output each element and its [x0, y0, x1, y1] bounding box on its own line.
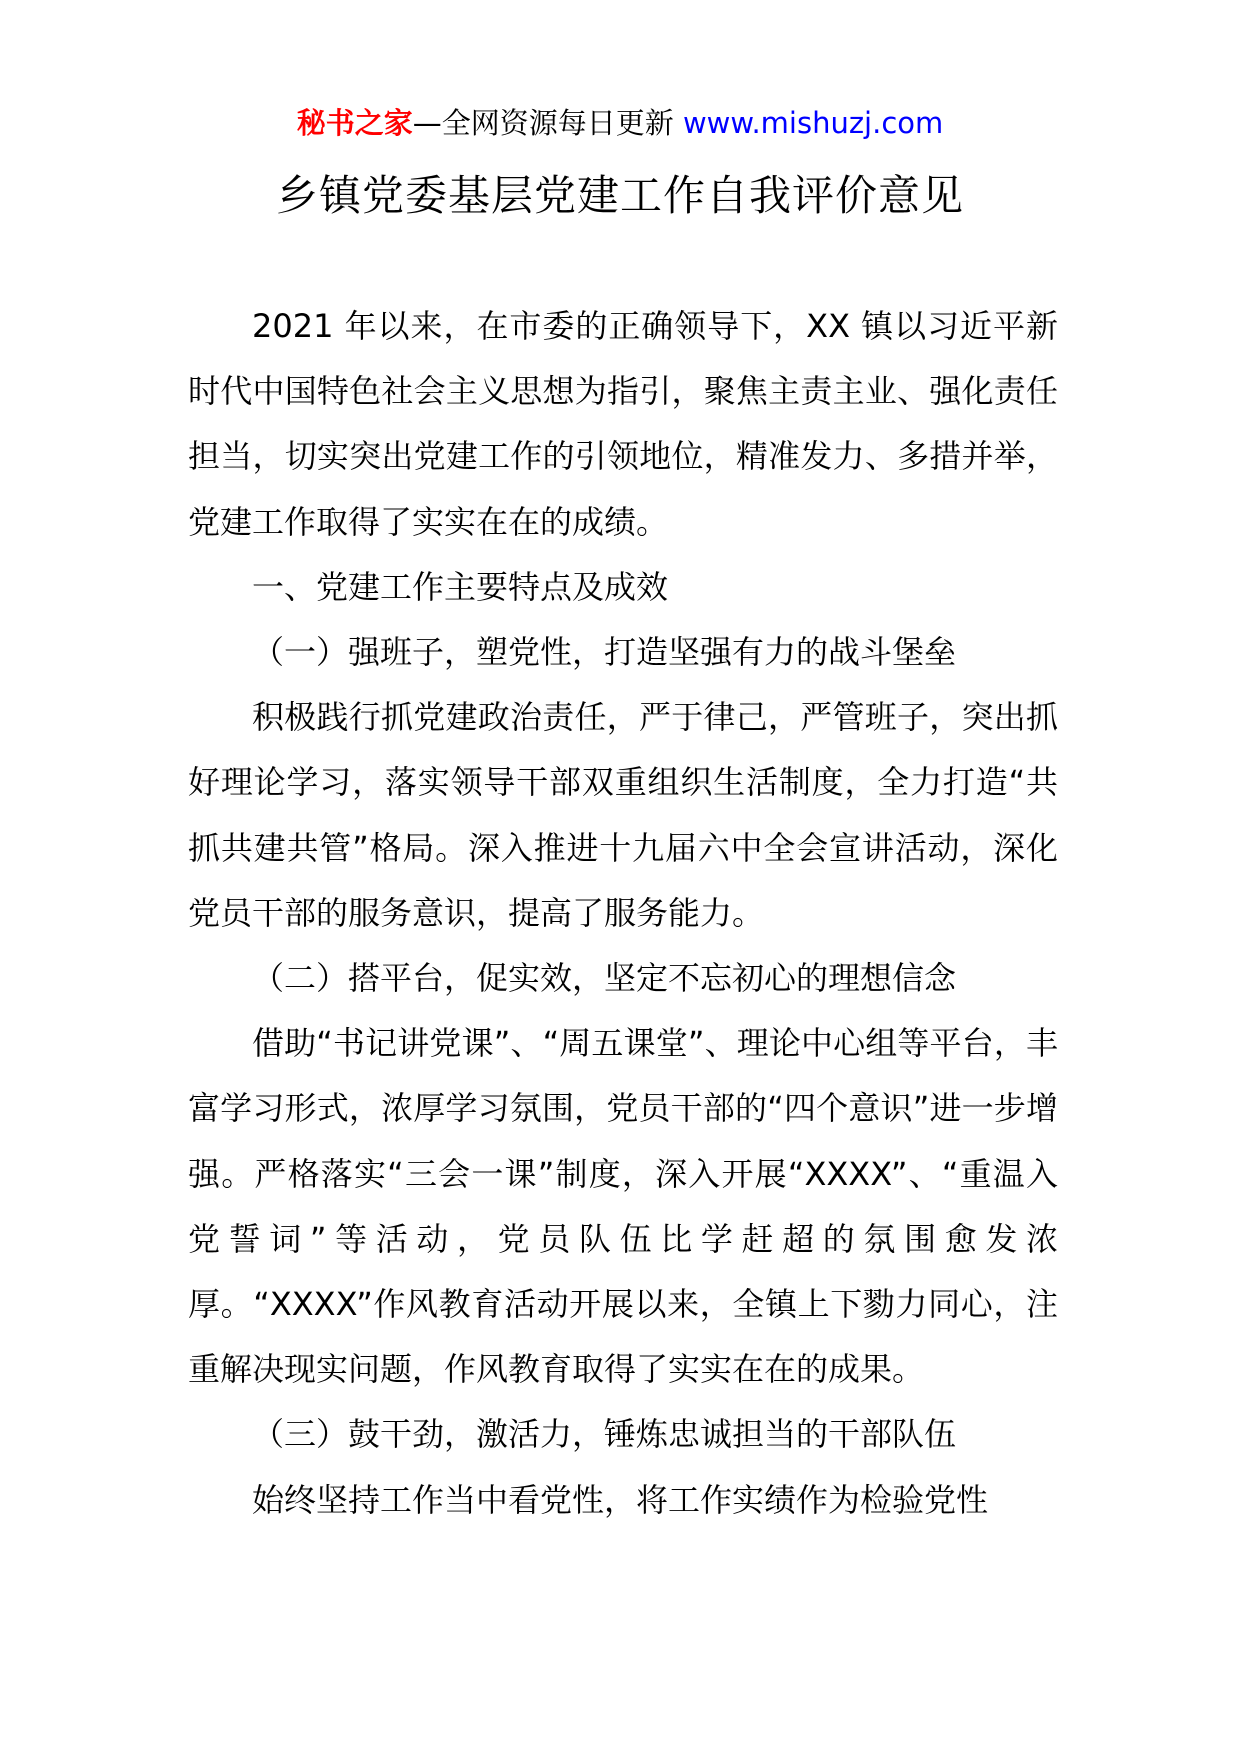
site-url[interactable]: www.mishuzj.com — [682, 106, 944, 140]
paragraph-intro: 2021 年以来，在市委的正确领导下，XX 镇以习近平新时代中国特色社会主义思想为指引，聚焦主责主业、强化责任担当，切实突出党建工作的引领地位，精准发力、多措并举，党建工作取得了实实在在的成绩。 — [188, 307, 1058, 541]
paragraph-subsection-2: 借助“书记讲党课”、“周五课堂”、理论中心组等平台，丰富学习形式，浓厚学习氛围，党员干部的“四个意识”进一步增强。严格落实“三会一课”制度，深入开展“XXXX”、“重温入党誓词”等活动，党员队伍比学赶超的氛围愈发浓厚。“XXXX”作风教育活动开展以来，全镇上下勠力同心，注重解决现实问题，作风教育取得了实实在在的成果。 — [188, 1024, 1058, 1389]
paragraph-subsection-1: 积极践行抓党建政治责任，严于律己，严管班子，突出抓好理论学习，落实领导干部双重组织生活制度，全力打造“共抓共建共管”格局。深入推进十九届六中全会宣讲活动，深化党员干部的服务意识，提高了服务能力。 — [188, 698, 1058, 932]
subsection-heading-3: （三）鼓干劲，激活力，锤炼忠诚担当的干部队伍 — [252, 1415, 957, 1454]
document-body — [188, 294, 1058, 1533]
site-brand: 秘书之家 — [296, 106, 413, 140]
document-title: 乡镇党委基层党建工作自我评价意见 — [275, 171, 964, 220]
paragraph-subsection-3: 始终坚持工作当中看党性，将工作实绩作为检验党性 — [252, 1480, 989, 1519]
site-header — [0, 101, 1240, 145]
site-slogan: —全网资源每日更新 — [412, 106, 683, 140]
section-heading-1: 一、党建工作主要特点及成效 — [252, 567, 669, 606]
subsection-heading-2: （二）搭平台，促实效，坚定不忘初心的理想信念 — [252, 959, 957, 998]
subsection-heading-1: （一）强班子，塑党性，打造坚强有力的战斗堡垒 — [252, 633, 957, 672]
